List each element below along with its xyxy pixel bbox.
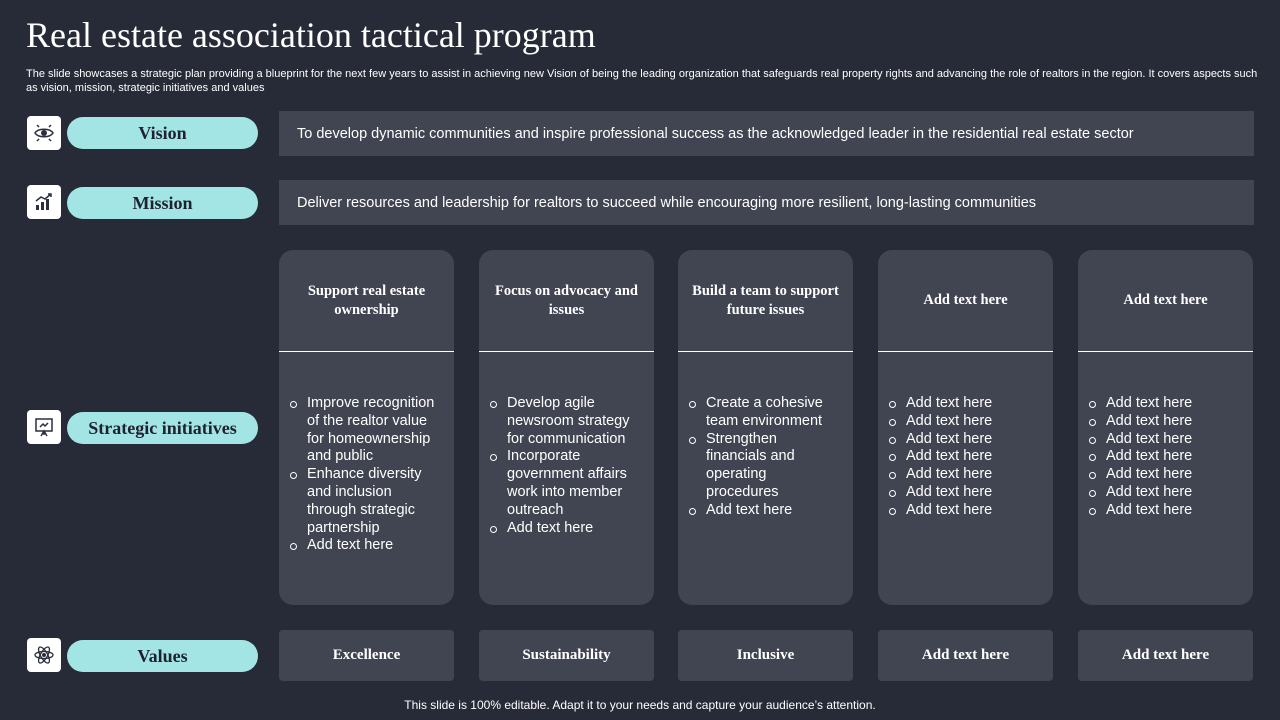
initiative-card-title: Build a team to support future issues (678, 250, 853, 352)
value-item: Sustainability (479, 630, 654, 681)
list-item: Incorporate government affairs work into member outreach (489, 448, 642, 519)
list-item: Add text here (888, 395, 1041, 413)
list-item: Add text here (1088, 466, 1241, 484)
list-item: Add text here (888, 502, 1041, 520)
value-item: Add text here (878, 630, 1053, 681)
value-item: Add text here (1078, 630, 1253, 681)
footer-note: This slide is 100% editable. Adapt it to your needs and capture your audience’s attention. (404, 698, 876, 712)
value-item: Inclusive (678, 630, 853, 681)
initiative-card-title: Add text here (878, 250, 1053, 352)
initiative-card-list (878, 395, 1053, 520)
initiative-card (1078, 250, 1253, 605)
vision-text: To develop dynamic communities and inspire professional success as the acknowledged leader in the residential real estate sector (279, 111, 1254, 156)
list-item: Add text here (289, 537, 442, 555)
list-item: Add text here (688, 502, 841, 520)
initiative-card (479, 250, 654, 605)
initiative-card-list (1078, 395, 1253, 520)
list-item: Add text here (1088, 448, 1241, 466)
growth-chart-icon (27, 185, 61, 219)
presentation-board-icon (27, 410, 61, 444)
list-item: Add text here (1088, 413, 1241, 431)
initiative-card-title: Add text here (1078, 250, 1253, 352)
list-item: Add text here (888, 431, 1041, 449)
vision-label: Vision (67, 117, 258, 149)
initiative-card-title: Focus on advocacy and issues (479, 250, 654, 352)
mission-text: Deliver resources and leadership for realtors to succeed while encouraging more resilient, long-lasting communities (279, 180, 1254, 225)
list-item: Add text here (489, 520, 642, 538)
strategic-initiatives-label: Strategic initiatives (67, 412, 258, 444)
list-item: Add text here (888, 484, 1041, 502)
list-item: Add text here (1088, 484, 1241, 502)
initiative-card (279, 250, 454, 605)
list-item: Add text here (1088, 502, 1241, 520)
initiative-card-list (678, 395, 853, 520)
initiative-card (678, 250, 853, 605)
list-item: Strengthen financials and operating procedures (688, 431, 841, 502)
list-item: Create a cohesive team environment (688, 395, 841, 431)
list-item: Develop agile newsroom strategy for communication (489, 395, 642, 448)
mission-label: Mission (67, 187, 258, 219)
eye-gear-icon (27, 116, 61, 150)
initiative-card-title: Support real estate ownership (279, 250, 454, 352)
list-item: Enhance diversity and inclusion through strategic partnership (289, 466, 442, 537)
page-title: Real estate association tactical program (26, 15, 596, 55)
list-item: Add text here (1088, 431, 1241, 449)
initiative-card-list (279, 395, 454, 555)
list-item: Add text here (1088, 395, 1241, 413)
list-item: Improve recognition of the realtor value for homeownership and public (289, 395, 442, 466)
list-item: Add text here (888, 413, 1041, 431)
list-item: Add text here (888, 466, 1041, 484)
value-item: Excellence (279, 630, 454, 681)
list-item: Add text here (888, 448, 1041, 466)
initiative-card-list (479, 395, 654, 537)
values-label: Values (67, 640, 258, 672)
atom-icon (27, 638, 61, 672)
page-subtitle: The slide showcases a strategic plan providing a blueprint for the next few years to assist in achieving new Vision of being the leading organization that safeguards real property rights and advancing the role of realtors in the region. It covers aspects such as vision, mission, strategic initiatives and values (26, 68, 1258, 94)
initiative-card (878, 250, 1053, 605)
